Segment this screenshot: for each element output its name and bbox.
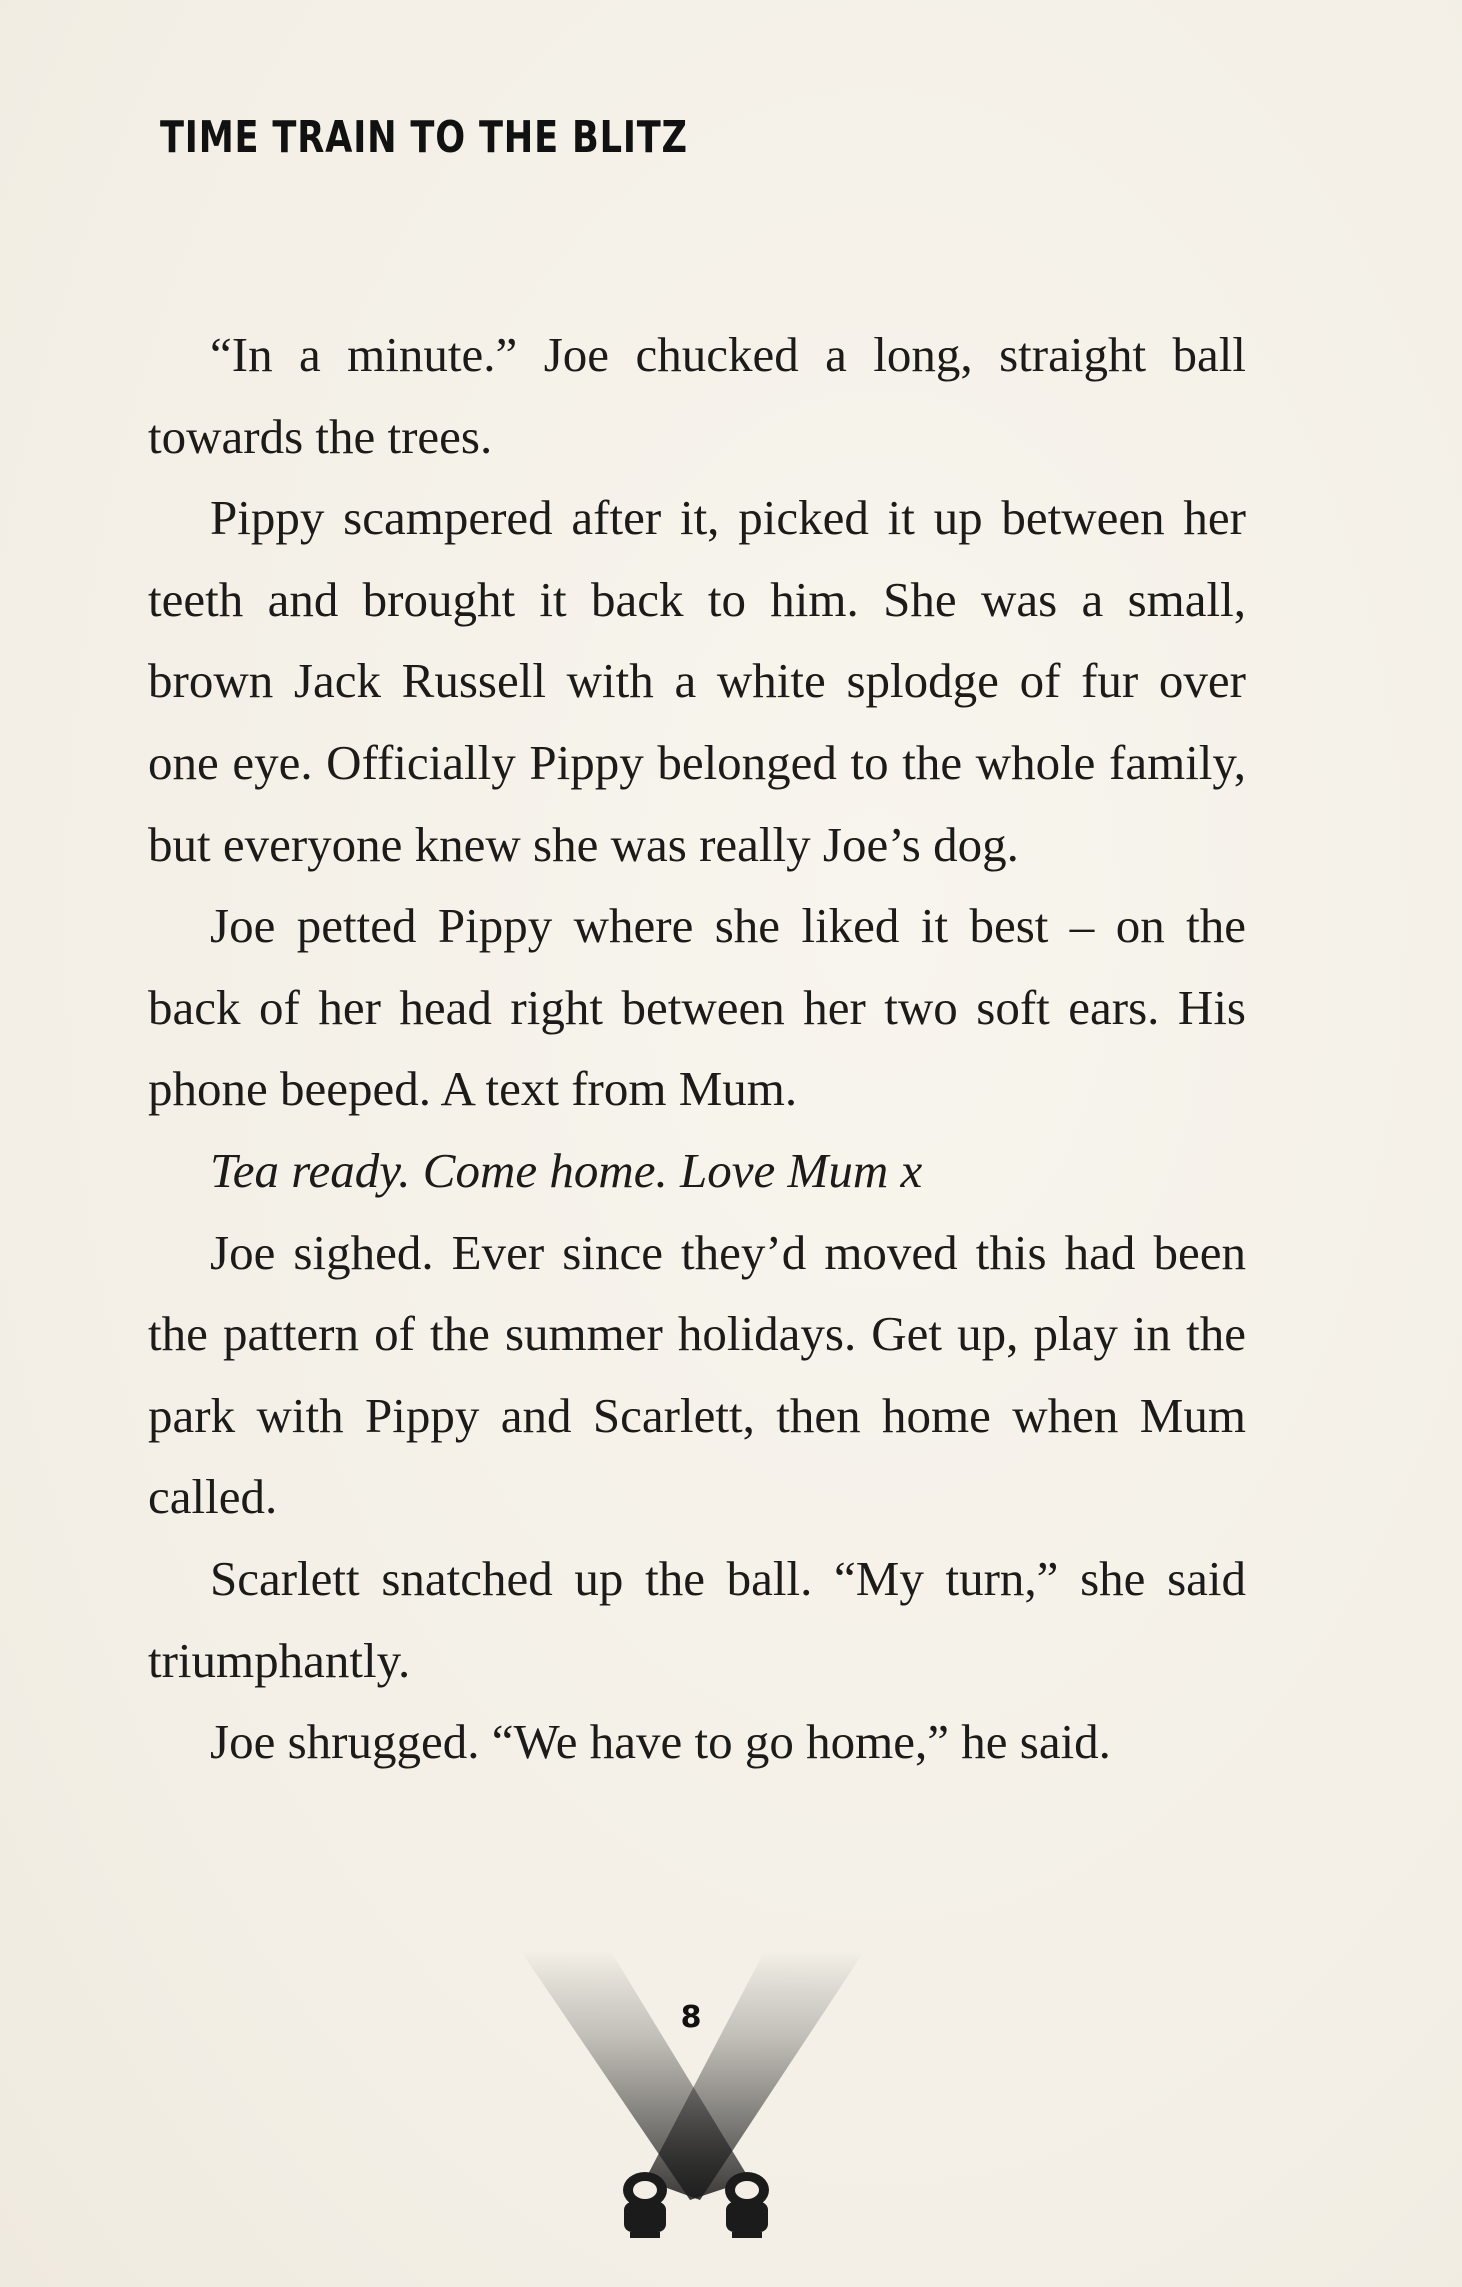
footer-ornament [0,1940,1462,2287]
crossed-searchlights-icon [0,1940,1462,2287]
paragraph: Joe sighed. Ever since they’d moved this had been the pattern of the summer holidays. Get up, play in the park with Pippy and Scarlett, then home when Mum called. [148,1224,1246,1525]
paragraph: Pippy scampered after it, picked it up between her teeth and brought it back to him. She was a small, brown Jack Russell with a white splodge of fur over one eye. Officially Pippy belonged to the whole family, but everyone knew she was really Joe’s dog. [148,490,1246,872]
paragraph: Scarlett snatched up the ball. “My turn,” she said triumphantly. [148,1550,1246,1688]
page-number: 8 [680,2000,702,2035]
left-searchlight [623,2172,667,2238]
paragraph: “In a minute.” Joe chucked a long, straight ball towards the trees. [148,327,1246,464]
paragraph: Joe petted Pippy where she liked it best – on the back of her head right between her two soft ears. His phone beeped. A text from Mum. [148,898,1246,1117]
text-message: Tea ready. Come home. Love Mum x [210,1142,923,1198]
paragraph: Joe shrugged. “We have to go home,” he said. [210,1714,1111,1770]
right-searchlight [725,2172,769,2238]
running-title: TIME TRAIN TO THE BLITZ [160,112,688,163]
body-text [148,314,1246,1783]
